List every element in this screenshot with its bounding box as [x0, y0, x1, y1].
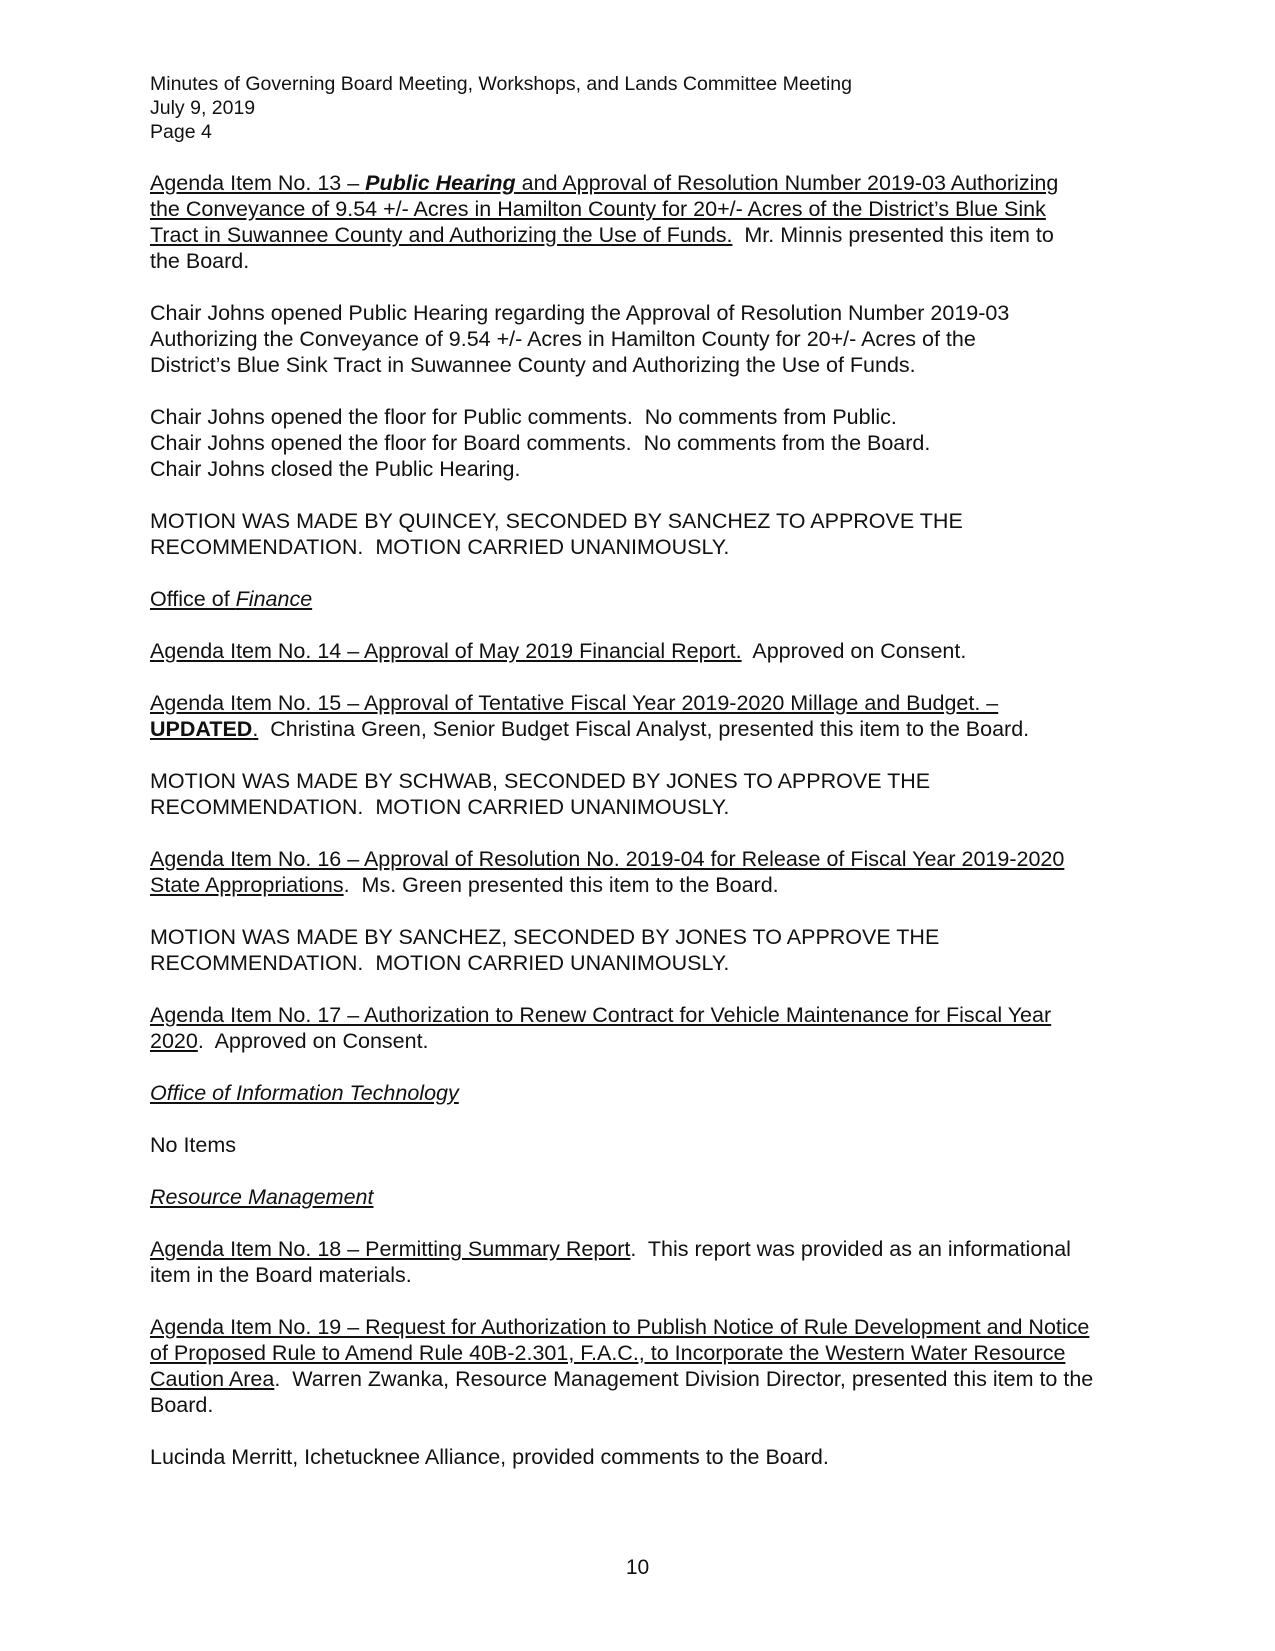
comments-paragraph: Chair Johns opened the floor for Public comments. No comments from Public. Chair Johns opened the floor for Board comments. No comments from the Board. Chair Johns closed the Public Hearing. — [150, 405, 931, 481]
agenda-item-13: Agenda Item No. 13 – Public Hearing and Approval of Resolution Number 2019-03 Authorizing the Conveyance of 9.54 +/- Acres in Hamilton County for 20+/- Acres of the District’s Blue Sink Tract in Suwannee County and Authorizing the Use of Funds. Mr. Minnis presented this item to the Board. — [150, 171, 1059, 273]
updated-label: UPDATED — [150, 717, 253, 741]
public-comment-lucinda-merritt: Lucinda Merritt, Ichetucknee Alliance, provided comments to the Board. — [150, 1445, 829, 1469]
agenda-item-19: Agenda Item No. 19 – Request for Authorization to Publish Notice of Rule Development and Notice of Proposed Rule to Amend Rule 40B-2.301, F.A.C., to Incorporate the Western Water Resource Caution Area. Warren Zwanka, Resource Management Division Director, presented this item to the Board. — [150, 1315, 1094, 1417]
agenda-item-15: Agenda Item No. 15 – Approval of Tentative Fiscal Year 2019-2020 Millage and Budget. – UPDATED. Christina Green, Senior Budget Fiscal Analyst, presented this item to the Board. — [150, 691, 1030, 741]
agenda-item-17: Agenda Item No. 17 – Authorization to Renew Contract for Vehicle Maintenance for Fiscal Year 2020. Approved on Consent. — [150, 1003, 1052, 1053]
header-page: Page 4 — [150, 121, 212, 143]
agenda-item-18: Agenda Item No. 18 – Permitting Summary Report. This report was provided as an informational item in the Board materials. — [150, 1237, 1071, 1287]
motion-item-15: MOTION WAS MADE BY SCHWAB, SECONDED BY JONES TO APPROVE THE RECOMMENDATION. MOTION CARRIED UNANIMOUSLY. — [150, 769, 931, 819]
agenda-item-16: Agenda Item No. 16 – Approval of Resolution No. 2019-04 for Release of Fiscal Year 2019-2020 State Appropriations. Ms. Green presented this item to the Board. — [150, 847, 1065, 897]
section-office-of-information-technology: Office of Information Technology — [150, 1081, 459, 1105]
header-date: July 9, 2019 — [150, 97, 256, 119]
motion-item-16: MOTION WAS MADE BY SANCHEZ, SECONDED BY JONES TO APPROVE THE RECOMMENDATION. MOTION CARRIED UNANIMOUSLY. — [150, 925, 940, 975]
agenda-item-14: Agenda Item No. 14 – Approval of May 2019 Financial Report. Approved on Consent. — [150, 639, 967, 663]
section-office-of-finance: Office of Finance — [150, 587, 313, 611]
public-hearing-opened-paragraph: Chair Johns opened Public Hearing regarding the Approval of Resolution Number 2019-03 Authorizing the Conveyance of 9.54 +/- Acres in Hamilton County for 20+/- Acres of the District’s Blue Sink Tract in Suwannee County and Authorizing the Use of Funds. — [150, 301, 1010, 377]
page-number: 10 — [625, 1556, 650, 1579]
document-page — [150, 72, 1160, 1496]
page-header — [150, 72, 1160, 144]
public-hearing-label: Public Hearing — [365, 171, 516, 195]
no-items-text: No Items — [150, 1133, 237, 1157]
section-resource-management: Resource Management — [150, 1185, 374, 1209]
header-title: Minutes of Governing Board Meeting, Workshops, and Lands Committee Meeting — [150, 73, 852, 95]
motion-item-13: MOTION WAS MADE BY QUINCEY, SECONDED BY SANCHEZ TO APPROVE THE RECOMMENDATION. MOTION CARRIED UNANIMOUSLY. — [150, 509, 963, 559]
